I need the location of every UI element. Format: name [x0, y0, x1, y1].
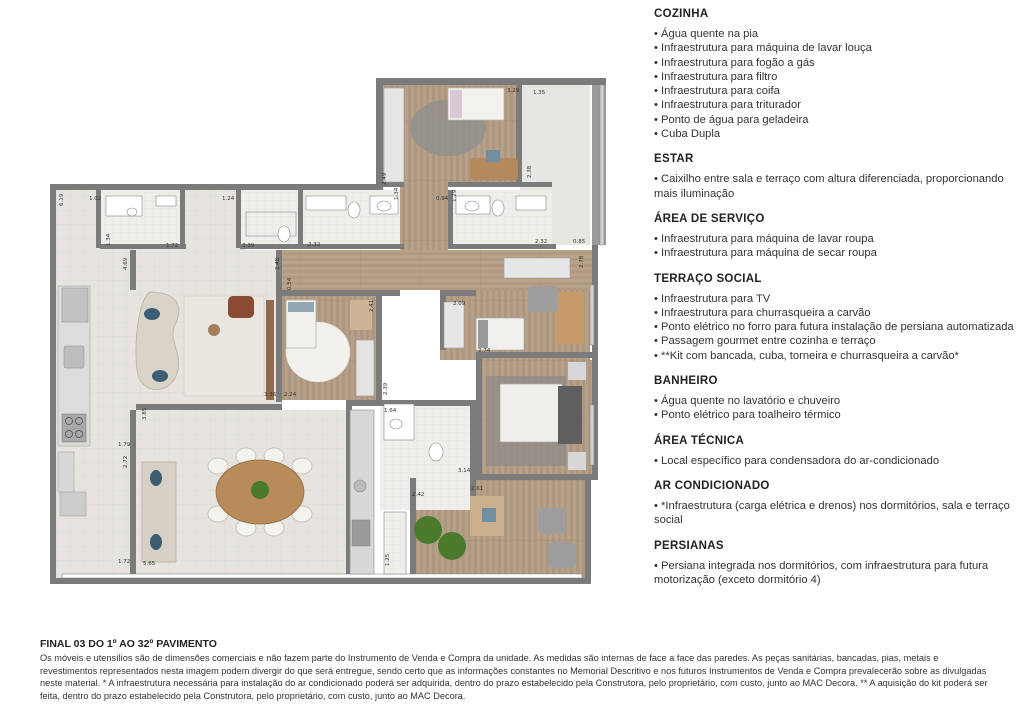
fridge	[62, 288, 88, 322]
footer-disclaimer	[40, 638, 990, 702]
dimension-label: 1.35	[533, 90, 546, 96]
dimension-label: 1.72	[118, 559, 131, 565]
dimension-label: 3.14	[458, 468, 471, 474]
living-furniture	[136, 292, 274, 400]
feature-item: • Infraestrutura para coifa	[654, 84, 1014, 98]
dimension-label: 3.29	[507, 88, 520, 94]
feature-item: • Infraestrutura para TV	[654, 292, 1014, 306]
feature-list	[654, 27, 1014, 141]
footer-title: FINAL 03 DO 1º AO 32º PAVIMENTO	[40, 638, 217, 650]
feature-item: • Local específico para condensadora do ar-condicionado	[654, 454, 1014, 468]
feature-list	[654, 559, 1014, 588]
dimension-label: 0.85	[573, 239, 586, 245]
feature-item: • Ponto de água para geladeira	[654, 113, 1014, 127]
dimension-label: 2.49	[382, 172, 388, 185]
pillow	[150, 534, 162, 550]
feature-item: • Infraestrutura para triturador	[654, 98, 1014, 112]
dimension-label: 2.72	[123, 455, 129, 468]
feature-item: • Persiana integrada nos dormitórios, com infraestrutura para futura motorização (exceto dormitório 4)	[654, 559, 1014, 588]
dimension-label: 2.32	[308, 242, 321, 248]
feature-item: • Infraestrutura para máquina de secar roupa	[654, 246, 1014, 260]
wardrobe	[504, 258, 570, 278]
feature-item: • Infraestrutura para churrasqueira a carvão	[654, 306, 1014, 320]
pillow	[150, 470, 162, 486]
spec-section-estar	[654, 153, 1014, 201]
dimension-label: 1.02	[89, 196, 102, 202]
dimension-label: 2.78	[579, 255, 585, 268]
master-bedroom	[486, 362, 586, 470]
dimension-label: 2.42	[412, 492, 425, 498]
spec-panel	[654, 8, 1014, 599]
dimension-label: 1.25	[385, 553, 391, 566]
section-title: AR CONDICIONADO	[654, 479, 770, 492]
section-title: TERRAÇO SOCIAL	[654, 272, 762, 285]
cooktop	[62, 414, 86, 442]
feature-item: • Infraestrutura para máquina de lavar louça	[654, 41, 1014, 55]
dimension-label: 1.29	[452, 189, 458, 202]
pillow	[144, 308, 160, 320]
dimension-label: 2.39	[383, 382, 389, 395]
section-title: COZINHA	[654, 8, 709, 20]
desk	[556, 292, 584, 344]
dimension-label: 3.39	[242, 243, 255, 249]
feature-list	[654, 292, 1014, 363]
feature-item: • Caixilho entre sala e terraço com altura diferenciada, proporcionando mais iluminação	[654, 172, 1014, 201]
chair	[482, 508, 496, 522]
section-title: ÁREA TÉCNICA	[654, 434, 745, 447]
spec-section-area-de-servico	[654, 213, 1014, 261]
dimension-label: 1.79	[118, 442, 131, 448]
feature-item: • **Kit com bancada, cuba, torneira e churrasqueira a carvão*	[654, 349, 1014, 363]
dimension-label: 2.61	[471, 486, 484, 492]
sink	[64, 346, 84, 368]
dimension-label: 1.24	[222, 196, 235, 202]
spec-section-persianas	[654, 540, 1014, 588]
feature-item: • Infraestrutura para filtro	[654, 70, 1014, 84]
section-title: BANHEIRO	[654, 375, 718, 388]
dimension-label: 2.24	[284, 392, 297, 398]
dimension-label: 1.72	[166, 243, 179, 249]
dimension-label: 0.94	[436, 196, 449, 202]
wardrobe	[444, 302, 464, 348]
footer-text: Os móveis e utensílios são de dimensões comerciais e não fazem parte do Instrumento de Venda e Compra da unidade. As medidas são internas de face a face das paredes. As peças sanitárias, bancadas, pias, metais e revestimentos representados nesta imagem podem divergir do que será entregue, sendo certo que as informações constantes no Memorial Descritivo e nos futuros Instrumentos de Venda e Compra prevalecerão sobre as divulgadas neste material. * A infraestrutura necessária para instalação do ar condicionado poderá ser adquirida, dentro do prazo estabelecido pela Construtora, pelo proprietário, com custo, junto ao MAC Decora. ** A aquisição do kit poderá ser feita, dentro do prazo estabelecido pela Construtora, pelo proprietário, com custo, junto ao MAC Decora.	[40, 653, 988, 701]
feature-list	[654, 394, 1014, 423]
spec-section-area-tecnica	[654, 435, 1014, 468]
dimension-label: 2.09	[453, 301, 466, 307]
dimension-label: 0.54	[287, 277, 293, 290]
spec-section-banheiro	[654, 375, 1014, 423]
bed	[500, 384, 562, 442]
tv-panel	[266, 300, 274, 400]
dimension-label: 5.65	[143, 561, 156, 567]
dimension-label: 3.85	[142, 407, 148, 420]
feature-item: • Infraestrutura para máquina de lavar roupa	[654, 232, 1014, 246]
dimension-label: 2.74	[478, 348, 491, 354]
spec-section-cozinha	[654, 8, 1014, 141]
feature-item: • Cuba Dupla	[654, 127, 1014, 141]
dimension-label: 3.36	[264, 392, 277, 398]
dimension-label: 1.34	[394, 187, 400, 200]
section-title: ESTAR	[654, 153, 694, 166]
dimension-label: 6.19	[59, 193, 65, 206]
armchair	[528, 286, 558, 312]
section-title: ÁREA DE SERVIÇO	[654, 212, 765, 225]
feature-list	[654, 232, 1014, 261]
feature-list	[654, 454, 1014, 468]
wardrobe	[356, 340, 374, 396]
armchair	[228, 296, 254, 318]
feature-list	[654, 499, 1014, 528]
dimension-label: 2.41	[369, 299, 375, 312]
feature-item: • *Infraestrutura (carga elétrica e drenos) nos dormitórios, sala e terraço social	[654, 499, 1014, 528]
feature-item: • Ponto elétrico no forro para futura instalação de persiana automatizada	[654, 320, 1014, 334]
dimension-label: 2.48	[275, 257, 281, 270]
pillow	[152, 370, 168, 382]
feature-item: • Água quente na pia	[654, 27, 1014, 41]
dimension-label: 1.64	[384, 408, 397, 414]
dimension-label: 1.34	[106, 233, 112, 246]
feature-item: • Ponto elétrico para toalheiro térmico	[654, 408, 1014, 422]
chair	[486, 150, 500, 162]
dimension-label: 2.38	[527, 165, 533, 178]
feature-list	[654, 172, 1014, 201]
feature-item: • Passagem gourmet entre cozinha e terraço	[654, 334, 1014, 348]
spec-section-ar-condicionado	[654, 480, 1014, 528]
feature-item: • Água quente no lavatório e chuveiro	[654, 394, 1014, 408]
centerpiece-plant	[251, 481, 269, 499]
nightstand	[568, 452, 586, 470]
section-title: PERSIANAS	[654, 539, 724, 552]
wardrobe	[384, 88, 404, 182]
dimension-label: 2.32	[535, 239, 548, 245]
spec-section-terraco-social	[654, 273, 1014, 363]
side-table	[208, 324, 220, 336]
dimension-label: 4.69	[123, 257, 129, 270]
feature-item: • Infraestrutura para fogão a gás	[654, 56, 1014, 70]
nightstand	[568, 362, 586, 380]
